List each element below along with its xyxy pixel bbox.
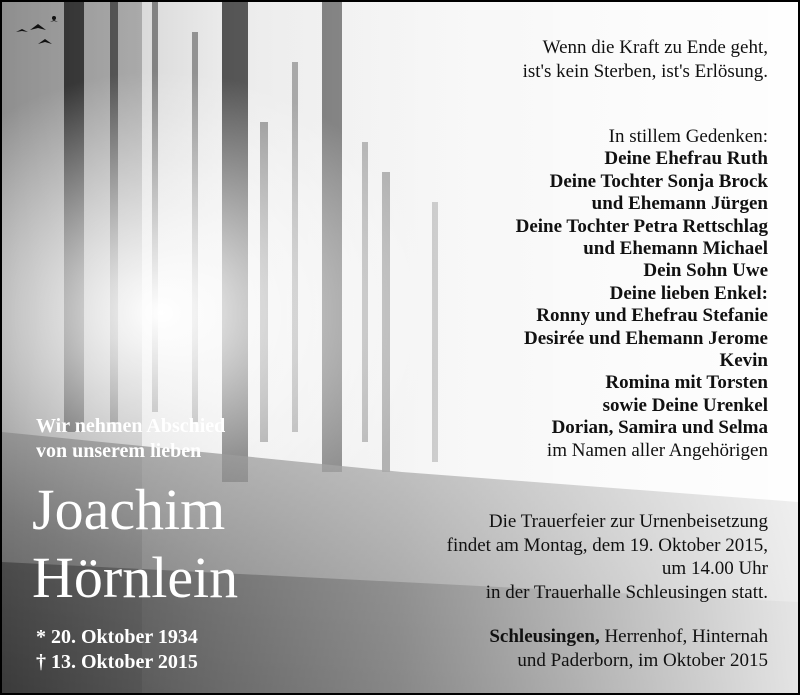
mourners-intro: In stillem Gedenken: [608, 126, 768, 147]
mourner-name: Dein Sohn Uwe [643, 260, 768, 282]
mourner-name: Desirée und Ehemann Jerome [524, 327, 768, 349]
mourner-name: sowie Deine Urenkel [602, 394, 768, 416]
mourner-name: Deine lieben Enkel: [609, 282, 768, 304]
signoff [489, 625, 768, 672]
mourner-name: Kevin [719, 350, 768, 372]
ceremony-info [447, 510, 768, 604]
mourners-closing: im Namen aller Angehörigen [546, 439, 768, 461]
deceased-first-name: Joachim [32, 477, 226, 542]
bird-silhouettes-icon [10, 10, 66, 48]
life-dates [36, 625, 198, 675]
farewell-line: von unserem lieben [36, 440, 202, 462]
mourner-name: und Ehemann Jürgen [591, 193, 768, 215]
mourner-name: Deine Ehefrau Ruth [604, 148, 768, 170]
mourners-list [516, 126, 768, 462]
signoff-place: Schleusingen, [489, 626, 600, 647]
deceased-name [32, 476, 238, 612]
deceased-last-name: Hörnlein [32, 545, 239, 610]
ceremony-line: in der Trauerhalle Schleusingen statt. [485, 581, 768, 603]
ceremony-line: findet am Montag, dem 19. Oktober 2015, [446, 534, 768, 556]
farewell-text [36, 414, 225, 464]
signoff-line-1 [489, 625, 768, 649]
opening-quote [523, 36, 768, 84]
mourner-name: Romina mit Torsten [605, 372, 768, 394]
mourner-name: Dorian, Samira und Selma [551, 417, 768, 439]
mourner-name: Deine Tochter Sonja Brock [549, 170, 768, 192]
signoff-locations: Herrenhof, Hinternah [599, 626, 768, 647]
birth-date: * 20. Oktober 1934 [36, 626, 198, 648]
mourner-name: Ronny und Ehefrau Stefanie [536, 305, 768, 327]
mourner-name: Deine Tochter Petra Rettschlag [515, 215, 768, 237]
death-date: † 13. Oktober 2015 [36, 651, 198, 673]
signoff-line-2: und Paderborn, im Oktober 2015 [517, 649, 768, 671]
quote-line: ist's kein Sterben, ist's Erlösung. [522, 61, 768, 82]
ceremony-line: Die Trauerfeier zur Urnenbeisetzung [488, 511, 768, 532]
farewell-line: Wir nehmen Abschied [36, 415, 226, 437]
mourner-name: und Ehemann Michael [583, 238, 768, 260]
ceremony-line: um 14.00 Uhr [661, 558, 768, 579]
quote-line: Wenn die Kraft zu Ende geht, [542, 37, 768, 58]
